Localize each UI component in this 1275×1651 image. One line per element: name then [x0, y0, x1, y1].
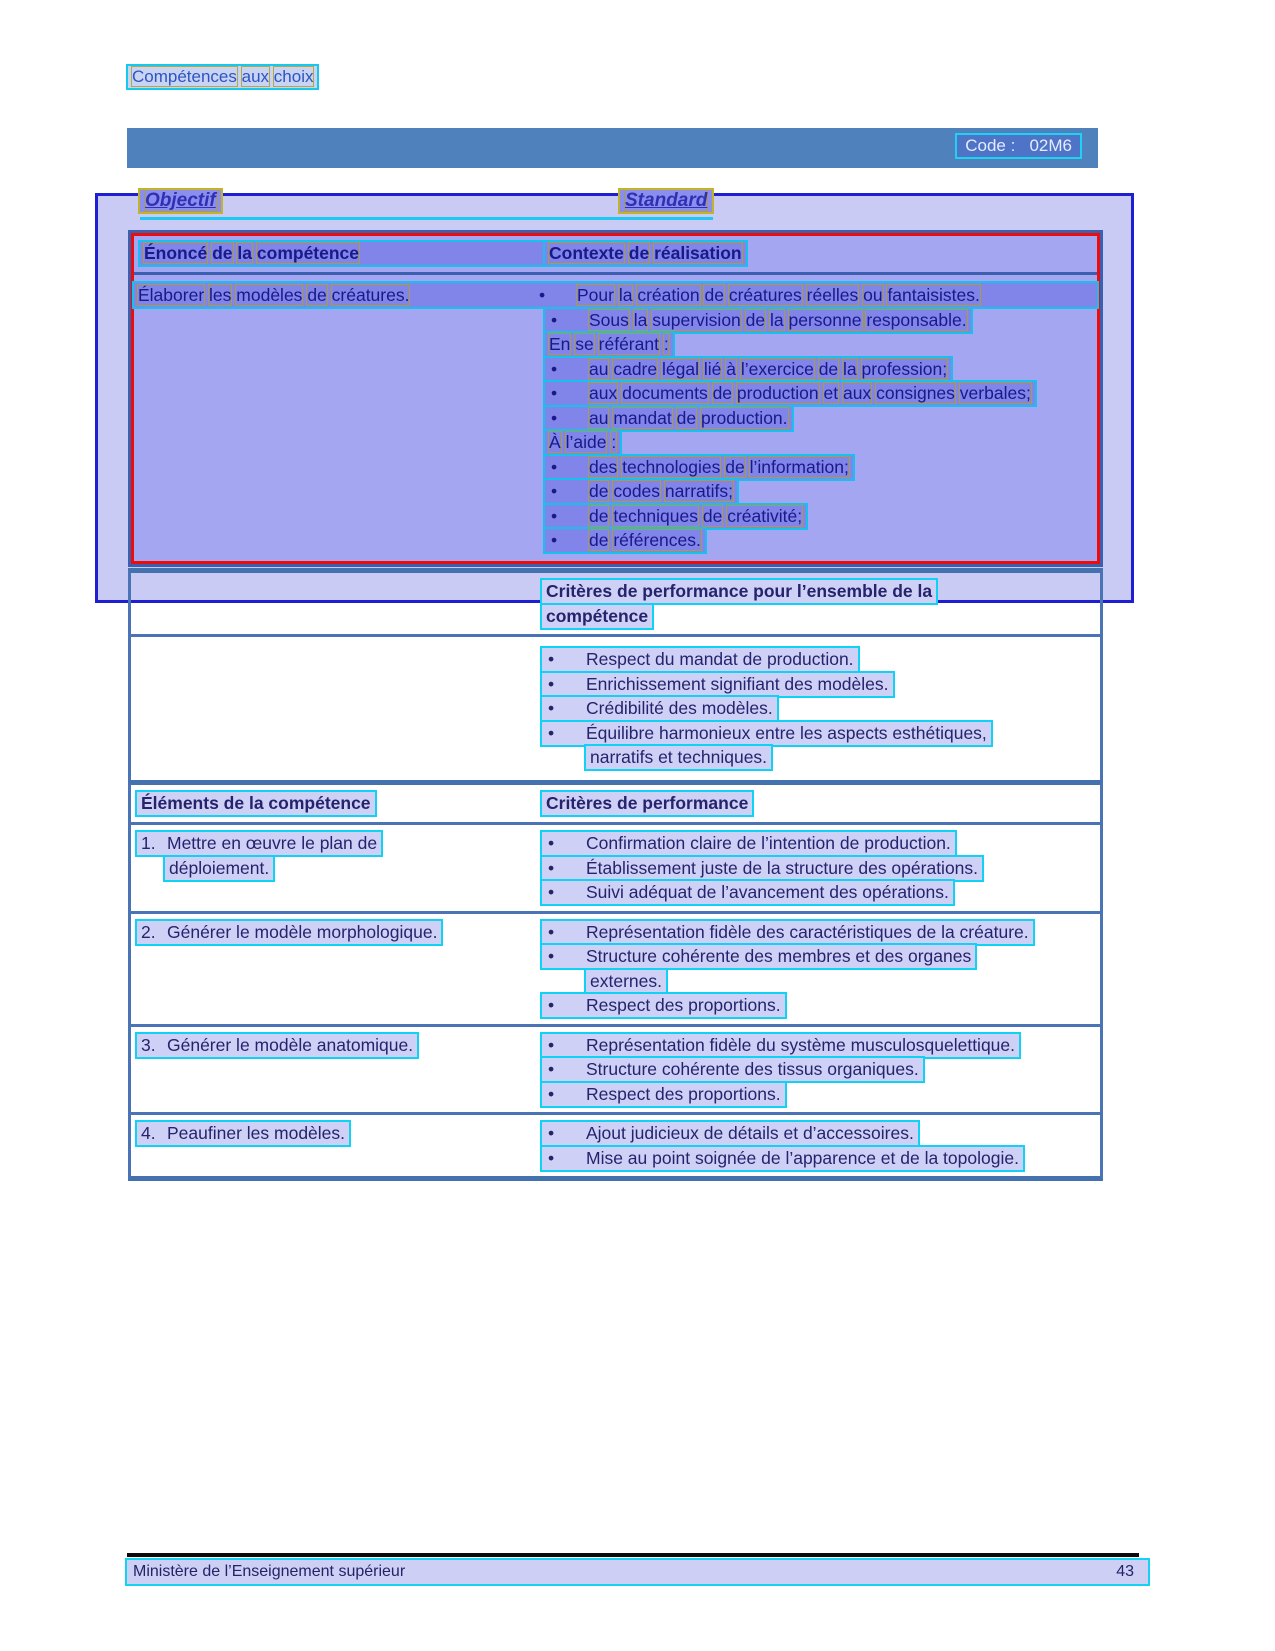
element-row [131, 1027, 1100, 1116]
word-box: profession; [861, 358, 948, 379]
element-text: Générer le modèle anatomique. [167, 1034, 414, 1055]
context-line-text [549, 334, 669, 354]
bullet-icon: • [551, 309, 558, 330]
word-box: au [589, 407, 609, 428]
context-line-text [589, 359, 947, 379]
criteria-line [542, 721, 1100, 746]
bullet-icon: • [548, 946, 555, 966]
criteria-line [542, 920, 1100, 945]
elements-header-row [131, 785, 1100, 825]
word-box: aux [843, 383, 872, 403]
word-box: de [589, 481, 609, 501]
word-box: la [237, 243, 253, 263]
word-box: : [663, 334, 669, 354]
footer-page-number: 43 [1116, 1563, 1134, 1580]
word-box: de [818, 358, 839, 379]
word-box: de [704, 284, 724, 305]
statement-and-first-context-line [134, 283, 1097, 307]
criteria-line [542, 1146, 1100, 1171]
word-box: Énoncé [144, 243, 208, 263]
word-box: aux [241, 67, 270, 86]
word-box: verbales; [959, 383, 1031, 403]
word-box: production. [700, 407, 788, 428]
word-box: de [589, 530, 609, 550]
word-box: compétence [256, 243, 360, 263]
element-cell [131, 1033, 542, 1107]
criteria-text: Représentation fidèle du système musculosquelettique. [586, 1034, 1015, 1055]
context-line-text [589, 530, 701, 550]
footer [127, 1560, 1148, 1584]
element-number: 4. [141, 1123, 156, 1143]
word-box: Objectif [145, 190, 216, 211]
word-box: de [307, 284, 327, 305]
word-box: de [702, 505, 723, 526]
criteria-line-continuation [586, 969, 1100, 994]
criteria-line [542, 672, 1100, 697]
page-title-highlight [128, 66, 317, 88]
bullet-icon: • [548, 833, 555, 853]
criteria-text: Ajout judicieux de détails et d’accessoires. [586, 1123, 914, 1143]
table-elements [128, 780, 1103, 1181]
context-line-text [589, 457, 849, 477]
criteria-line [542, 1121, 1100, 1146]
bullet-icon: • [551, 383, 558, 403]
context-line [545, 332, 1097, 357]
word-box: supervision [652, 309, 741, 330]
word-box: techniques [613, 505, 698, 526]
word-box: de [712, 383, 733, 403]
criteria-cell [542, 831, 1100, 905]
bullet-icon: • [548, 649, 555, 669]
word-box: Compétences [132, 67, 237, 86]
criteria-line-continuation [586, 745, 1100, 770]
word-box: lié [703, 358, 722, 379]
bullet-icon: • [551, 407, 558, 428]
code-badge: Code : 02M6 [957, 135, 1080, 157]
element-cell [131, 920, 542, 1018]
bullet-icon: • [551, 456, 558, 477]
word-box: Contexte [549, 243, 624, 263]
bullet-icon: • [551, 481, 558, 501]
criteria-line [542, 1057, 1100, 1082]
word-box: aux [589, 383, 618, 403]
word-box: cadre [613, 358, 658, 379]
element-number: 2. [141, 921, 156, 942]
table-global-criteria [128, 568, 1103, 784]
word-box: Pour [577, 284, 614, 305]
bullet-icon: • [548, 882, 555, 902]
global-criteria-header-line: compétence [542, 605, 652, 628]
context-line [545, 504, 1097, 529]
word-box: au [589, 358, 609, 379]
criteria-text: Mise au point soignée de l’apparence et de la topologie. [586, 1147, 1019, 1168]
col-header-contexte [545, 242, 746, 265]
global-criteria-list [131, 637, 1100, 780]
element-row [131, 914, 1100, 1027]
criteria-cell [542, 920, 1100, 1018]
context-line-text [589, 383, 1031, 403]
global-criteria-header [131, 573, 1100, 637]
element-number: 1. [141, 833, 156, 853]
word-box: ou [863, 284, 883, 305]
bullet-icon: • [551, 505, 558, 526]
word-box: En [549, 334, 571, 354]
bullet-icon: • [548, 1083, 555, 1104]
word-box: l’aide [565, 432, 607, 452]
word-box: créativité; [727, 505, 803, 526]
context-line-text [589, 408, 788, 428]
page-title [128, 66, 317, 88]
bullet-icon: • [548, 921, 555, 942]
criteria-text: Respect des proportions. [586, 1083, 781, 1104]
word-box: codes [613, 481, 661, 501]
word-box: production [736, 383, 819, 403]
element-row [131, 1115, 1100, 1176]
word-box: réalisation [654, 243, 742, 263]
word-box: technologies [622, 456, 721, 477]
element-cell [131, 1121, 542, 1170]
footer-ministry: Ministère de l’Enseignement supérieur [133, 1563, 406, 1580]
word-box: À [549, 432, 561, 452]
heading-objectif [140, 190, 221, 212]
word-box: et [823, 383, 839, 403]
word-box: de [628, 243, 650, 263]
word-box: des [589, 456, 618, 477]
footer-rule [127, 1553, 1139, 1557]
word-box: la [843, 358, 857, 379]
word-box: documents [622, 383, 708, 403]
criteria-text: Suivi adéquat de l’avancement des opérations. [586, 882, 949, 902]
word-box: la [633, 309, 648, 330]
context-line-text [589, 481, 733, 501]
context-line-text [589, 506, 802, 526]
criteria-text: Confirmation claire de l’intention de production. [586, 833, 951, 853]
context-line [545, 479, 1097, 504]
word-box: références. [613, 530, 701, 550]
word-box: narratifs; [664, 481, 733, 501]
word-box: l’exercice [740, 358, 814, 379]
bullet-icon: • [548, 722, 555, 743]
criteria-text: Structure cohérente des membres et des organes [586, 946, 972, 966]
word-box: Standard [625, 190, 708, 211]
bullet-icon: • [548, 1147, 555, 1168]
context-line [545, 528, 1097, 553]
col-header-criteres: Critères de performance [542, 792, 752, 815]
table-competence-inner [131, 233, 1100, 564]
table-competence-header-row [134, 236, 1097, 275]
context-line [545, 430, 1097, 455]
context-line-text [549, 432, 616, 452]
word-box: la [770, 309, 784, 330]
criteria-text: Structure cohérente des tissus organiques. [586, 1059, 919, 1079]
criteria-text: Représentation fidèle des caractéristiques de la créature. [586, 921, 1029, 942]
word-box: référant [598, 334, 659, 354]
word-box: : [611, 432, 617, 452]
element-text: déploiement. [169, 857, 270, 878]
word-box: de [725, 456, 745, 477]
word-box: responsable. [866, 309, 967, 330]
context-line-text [577, 285, 980, 306]
criteria-line [542, 1082, 1100, 1107]
criteria-cell [542, 1121, 1100, 1170]
word-box: créatures [728, 284, 802, 305]
context-lines [545, 308, 1097, 553]
word-box: de [212, 243, 233, 263]
context-line [545, 406, 1097, 431]
element-cell [131, 831, 542, 905]
word-box: créatures. [331, 284, 410, 305]
element-number: 3. [141, 1034, 156, 1055]
word-box: création [637, 284, 700, 305]
element-row [131, 825, 1100, 914]
bullet-icon: • [548, 698, 555, 718]
bullet-icon: • [548, 1034, 555, 1055]
context-line [545, 455, 1097, 480]
global-criteria-header-line: Critères de performance pour l’ensemble de la [542, 580, 936, 603]
word-box: fantaisistes. [887, 284, 980, 305]
criteria-text: Équilibre harmonieux entre les aspects esthétiques, [586, 722, 987, 743]
criteria-text: Respect du mandat de production. [586, 649, 854, 669]
bullet-icon: • [548, 1059, 555, 1079]
col-header-elements: Éléments de la compétence [137, 792, 375, 815]
word-box: consignes [876, 383, 955, 403]
context-line [545, 308, 1097, 333]
word-box: personne [788, 309, 862, 330]
criteria-line [542, 993, 1100, 1018]
bullet-icon: • [548, 673, 555, 694]
element-text: Générer le modèle morphologique. [167, 921, 438, 942]
context-line [545, 357, 1097, 382]
criteria-line [542, 880, 1100, 905]
competence-statement [138, 285, 537, 306]
context-line [545, 381, 1097, 406]
word-box: l’information; [749, 456, 849, 477]
header-bar [127, 128, 1098, 168]
criteria-line [542, 647, 1100, 672]
word-box: se [575, 334, 594, 354]
criteria-line [542, 944, 1100, 969]
word-box: modèles [236, 284, 303, 305]
criteria-text: Crédibilité des modèles. [586, 698, 773, 718]
criteria-line [542, 1033, 1100, 1058]
criteria-text: Établissement juste de la structure des opérations. [586, 857, 979, 878]
word-box: Élaborer [138, 284, 205, 305]
bullet-icon: • [548, 857, 555, 878]
section-headings [0, 190, 1275, 220]
heading-standard [620, 190, 712, 212]
context-line-text [589, 310, 967, 330]
word-box: réelles [806, 284, 859, 305]
criteria-line [542, 856, 1100, 881]
word-box: choix [273, 67, 314, 86]
table-competence [128, 230, 1103, 567]
word-box: légal [662, 358, 699, 379]
word-box: de [745, 309, 766, 330]
criteria-text: narratifs et techniques. [590, 747, 768, 767]
criteria-line [542, 831, 1100, 856]
word-box: mandat [613, 407, 672, 428]
bullet-icon: • [551, 358, 558, 379]
bullet-icon: • [548, 1123, 555, 1143]
word-box: la [618, 284, 633, 305]
element-text: Mettre en œuvre le plan de [167, 833, 378, 853]
word-box: de [676, 407, 697, 428]
criteria-text: externes. [590, 970, 662, 991]
criteria-text: Enrichissement signifiant des modèles. [586, 673, 889, 694]
bullet-icon: • [551, 530, 558, 550]
criteria-text: Respect des proportions. [586, 995, 781, 1015]
word-box: à [726, 358, 736, 379]
criteria-line [542, 696, 1100, 721]
bullet-icon: • [548, 995, 555, 1015]
word-box: les [209, 284, 232, 305]
criteria-cell [542, 1033, 1100, 1107]
bullet-icon: • [539, 284, 546, 305]
word-box: Sous [589, 309, 629, 330]
word-box: de [589, 505, 609, 526]
heading-underline [140, 217, 713, 220]
element-text: Peaufiner les modèles. [167, 1123, 346, 1143]
